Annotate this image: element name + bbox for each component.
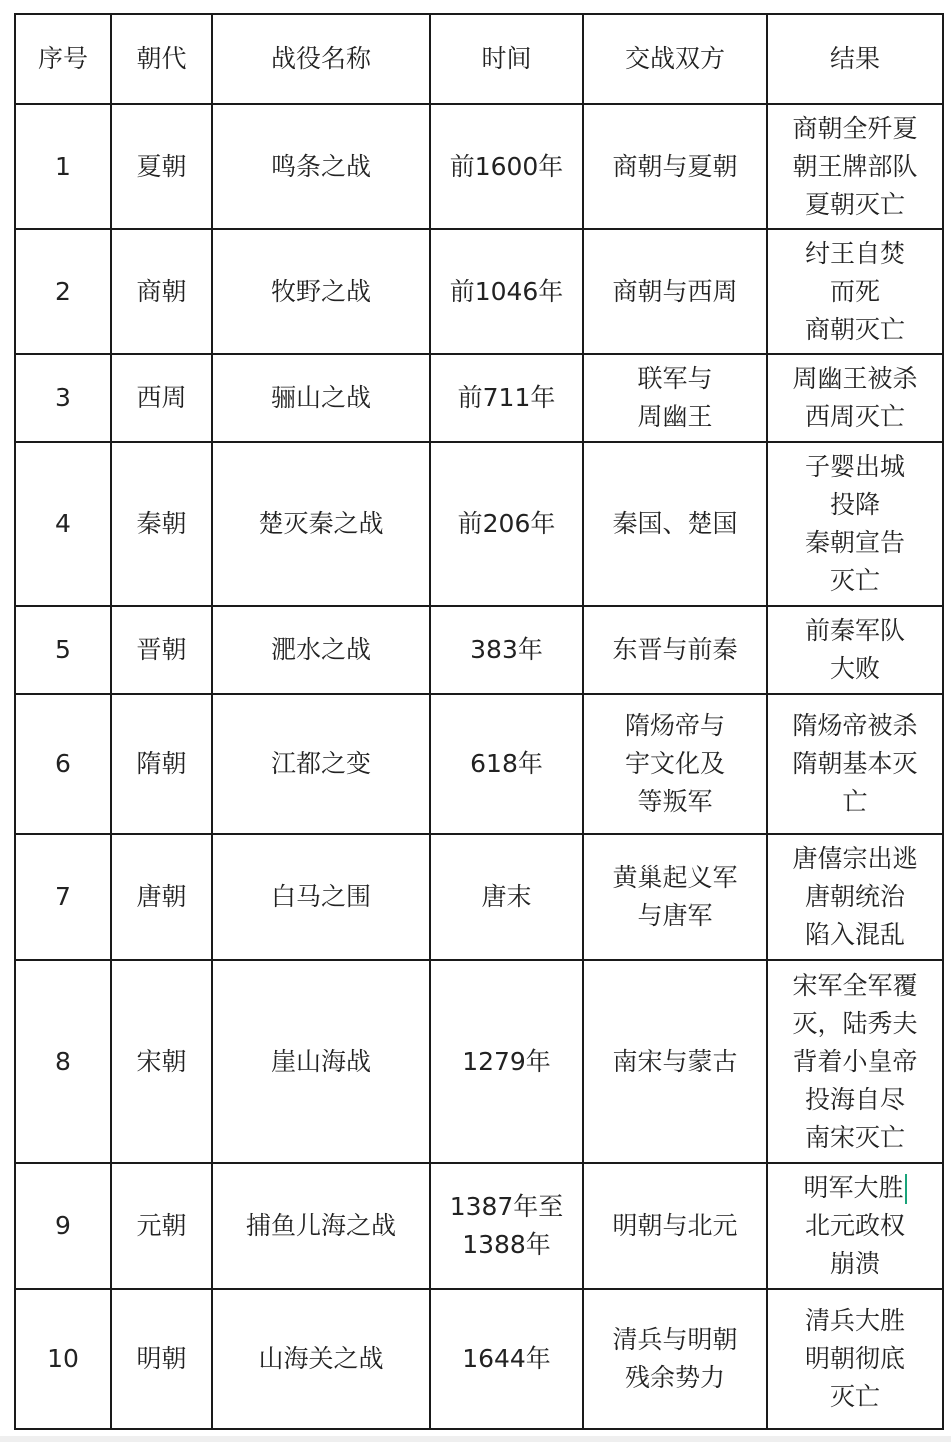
header-cell-battle: 战役名称: [212, 14, 430, 104]
cell-time: [430, 1289, 583, 1429]
cell-parties: [583, 104, 767, 229]
cell-result-line: 周幽王被杀: [792, 364, 918, 393]
cell-time: [430, 104, 583, 229]
table-row: [15, 606, 943, 694]
cell-dynasty: 晋朝: [111, 606, 212, 694]
cell-dynasty: 唐朝: [111, 834, 212, 960]
header-cell-result: 结果: [767, 14, 943, 104]
cell-result: [767, 354, 943, 442]
cell-battle: 白马之围: [212, 834, 430, 960]
cell-index: 3: [15, 354, 111, 442]
cell-time-line: 1644年: [462, 1344, 551, 1373]
cell-result-line: 秦朝宣告: [804, 528, 905, 557]
cell-result-line: 纣王自焚: [804, 238, 905, 268]
cell-time-line: 前1046年: [449, 276, 564, 306]
cell-dynasty: 夏朝: [111, 104, 212, 229]
table-row: [15, 104, 943, 229]
cell-result-line: 南宋灭亡: [804, 1122, 905, 1152]
cell-result-line: 前秦军队: [804, 616, 905, 645]
cell-time-line: 前711年: [457, 383, 556, 412]
cell-time: [430, 354, 583, 442]
cell-result: [767, 442, 943, 606]
cell-result-line: 清兵大胜: [804, 1306, 905, 1335]
cell-battle: 骊山之战: [212, 354, 430, 442]
table-row: [15, 694, 943, 834]
cell-result-line: 商朝灭亡: [804, 314, 905, 344]
cell-index: 2: [15, 229, 111, 354]
cell-battle: 山海关之战: [212, 1289, 430, 1429]
cell-time-line: 1279年: [462, 1046, 551, 1076]
cell-result-line: 陷入混乱: [804, 920, 905, 949]
cell-time-line: 前1600年: [449, 151, 564, 181]
cell-parties: [583, 1163, 767, 1289]
cell-result-line: 商朝全歼夏: [792, 113, 918, 143]
table-row: [15, 834, 943, 960]
cell-result-line: 唐朝统治: [804, 882, 905, 911]
cell-parties: [583, 960, 767, 1163]
cell-result-line: 夏朝灭亡: [804, 189, 905, 219]
header-row: [15, 14, 943, 104]
cell-result: [767, 104, 943, 229]
cell-time: [430, 229, 583, 354]
cell-result-line: 亡: [842, 787, 868, 816]
cell-result-line: 投海自尽: [804, 1084, 905, 1114]
header-cell-index: 序号: [15, 14, 111, 104]
table-row: [15, 960, 943, 1163]
cell-result: [767, 1163, 943, 1289]
table-row: [15, 442, 943, 606]
cell-result-line: 灭亡: [829, 566, 880, 595]
cell-parties-line: 宇文化及: [624, 749, 725, 778]
cell-result: [767, 229, 943, 354]
cell-index: 8: [15, 960, 111, 1163]
cell-result-line: 唐僖宗出逃: [792, 844, 918, 873]
cell-parties-line: 残余势力: [624, 1363, 725, 1392]
cell-battle: 崖山海战: [212, 960, 430, 1163]
cell-result: [767, 960, 943, 1163]
cell-parties-line: 东晋与前秦: [612, 635, 738, 664]
cell-parties-line: 隋炀帝与: [624, 711, 725, 740]
cell-parties-line: 黄巢起义军: [612, 863, 738, 892]
cell-time-line: 唐末: [481, 882, 532, 911]
cell-result-line: 子婴出城: [804, 452, 905, 481]
cell-result-line: 背着小皇帝: [792, 1046, 918, 1076]
cell-result-line: 朝王牌部队: [792, 151, 918, 181]
cell-result: [767, 1289, 943, 1429]
cell-time: [430, 606, 583, 694]
battles-table: [14, 13, 944, 1430]
header-cell-parties: 交战双方: [583, 14, 767, 104]
cell-parties: [583, 229, 767, 354]
cell-parties-line: 与唐军: [637, 901, 713, 930]
cell-parties-line: 明朝与北元: [612, 1211, 738, 1240]
table-row: [15, 354, 943, 442]
cell-parties-line: 商朝与西周: [612, 276, 738, 306]
cell-dynasty: 元朝: [111, 1163, 212, 1289]
cell-parties-line: 清兵与明朝: [612, 1325, 738, 1354]
cell-time-line: 383年: [470, 635, 543, 664]
cell-parties: [583, 606, 767, 694]
cell-result-line: 西周灭亡: [804, 402, 905, 431]
bottom-divider: [0, 1436, 951, 1442]
cell-result-line: 而死: [829, 276, 880, 306]
cell-time: [430, 834, 583, 960]
cell-time-line: 前206年: [457, 509, 556, 538]
cell-battle: 楚灭秦之战: [212, 442, 430, 606]
cell-parties: [583, 354, 767, 442]
cell-index: 6: [15, 694, 111, 834]
cell-parties-line: 周幽王: [637, 402, 713, 431]
cell-parties: [583, 1289, 767, 1429]
table-container: [14, 13, 944, 1430]
cell-parties-line: 商朝与夏朝: [612, 151, 738, 181]
table-row: [15, 1289, 943, 1429]
cell-time-line: 1388年: [462, 1230, 551, 1259]
cell-result-line: 明军大胜: [772, 1169, 938, 1207]
header-cell-time: 时间: [430, 14, 583, 104]
cell-index: 10: [15, 1289, 111, 1429]
cell-index: 4: [15, 442, 111, 606]
cell-time: [430, 442, 583, 606]
cell-result-line: 灭亡: [829, 1382, 880, 1411]
cell-time-line: 1387年至: [449, 1192, 564, 1221]
cell-result-line: 崩溃: [829, 1249, 880, 1278]
cell-dynasty: 秦朝: [111, 442, 212, 606]
cell-index: 7: [15, 834, 111, 960]
cell-parties-line: 南宋与蒙古: [612, 1046, 738, 1076]
cell-result-line: 宋军全军覆: [792, 970, 918, 1000]
header-cell-dynasty: 朝代: [111, 14, 212, 104]
cell-dynasty: 宋朝: [111, 960, 212, 1163]
cell-index: 1: [15, 104, 111, 229]
cell-result-line: 投降: [829, 490, 880, 519]
cell-parties-line: 联军与: [637, 364, 713, 393]
cell-result-line: 隋朝基本灭: [792, 749, 918, 778]
cell-parties: [583, 442, 767, 606]
cell-result-line: 灭，陆秀夫: [792, 1008, 918, 1038]
table-row: [15, 1163, 943, 1289]
cell-time-line: 618年: [470, 749, 543, 778]
cell-result-line: 隋炀帝被杀: [792, 711, 918, 740]
cell-dynasty: 明朝: [111, 1289, 212, 1429]
cell-battle: 鸣条之战: [212, 104, 430, 229]
cell-dynasty: 商朝: [111, 229, 212, 354]
cell-battle: 淝水之战: [212, 606, 430, 694]
table-body: [15, 14, 943, 1429]
cell-result-line: 北元政权: [804, 1211, 905, 1240]
cell-battle: 捕鱼儿海之战: [212, 1163, 430, 1289]
cell-result: [767, 606, 943, 694]
cell-parties-line: 秦国、楚国: [612, 509, 738, 538]
cell-result-line: 明朝彻底: [804, 1344, 905, 1373]
cell-parties: [583, 834, 767, 960]
cell-index: 5: [15, 606, 111, 694]
cell-index: 9: [15, 1163, 111, 1289]
cell-result-line: 大败: [829, 654, 880, 683]
cell-time: [430, 694, 583, 834]
cell-dynasty: 西周: [111, 354, 212, 442]
cell-result: [767, 834, 943, 960]
cell-battle: 江都之变: [212, 694, 430, 834]
table-row: [15, 229, 943, 354]
cell-result: [767, 694, 943, 834]
cell-dynasty: 隋朝: [111, 694, 212, 834]
cell-battle: 牧野之战: [212, 229, 430, 354]
cell-time: [430, 960, 583, 1163]
cell-time: [430, 1163, 583, 1289]
text-cursor: [905, 1174, 907, 1204]
cell-parties-line: 等叛军: [637, 787, 713, 816]
cell-parties: [583, 694, 767, 834]
